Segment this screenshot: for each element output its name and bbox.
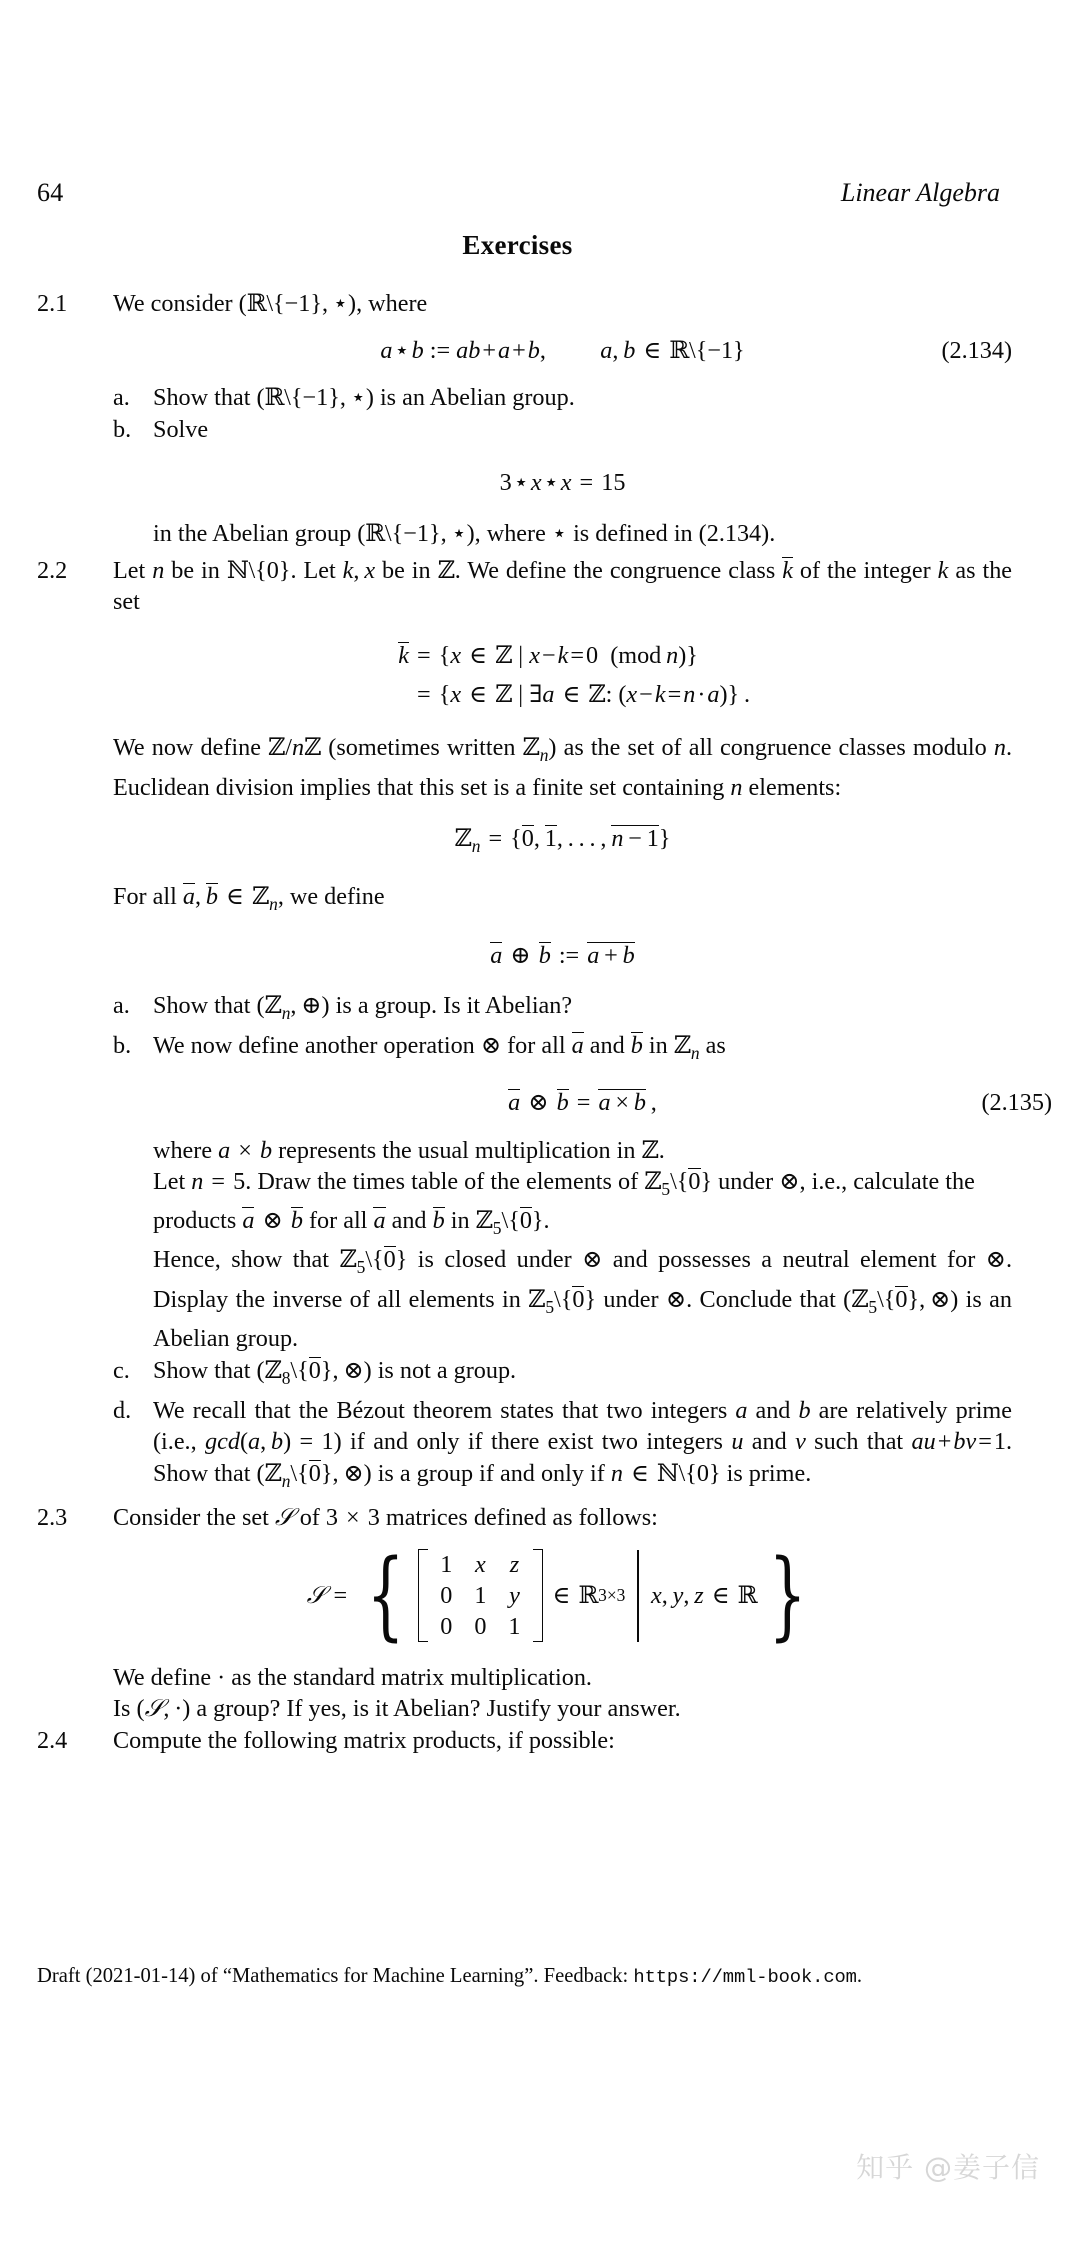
list-item xyxy=(113,990,1012,1029)
exercise-2-2 xyxy=(37,555,1052,1497)
congruence-line-2: = {x ∈ ℤ | ∃a ∈ ℤ: (x−k=n·a)} . xyxy=(410,680,751,709)
matrix-row xyxy=(429,1580,531,1611)
left-bracket-icon xyxy=(418,1549,428,1642)
exercise-2-1 xyxy=(37,288,1012,550)
footer-url[interactable]: https://mml-book.com xyxy=(633,1966,857,1988)
equation-2-134-row xyxy=(113,335,1012,366)
exercise-number: 2.2 xyxy=(37,556,68,584)
matrix-cell: x xyxy=(474,1551,486,1579)
exercise-intro: Compute the following matrix products, if possible: xyxy=(113,1726,615,1754)
page-footer xyxy=(37,1963,1037,1990)
exercise-number: 2.1 xyxy=(37,290,68,317)
equation-2-135: a ⊗ b = a × b , xyxy=(508,1088,657,1116)
item-marker: c. xyxy=(113,1356,130,1384)
matrix-exponent: 3×3 xyxy=(598,1584,626,1605)
zn-equation-row xyxy=(113,823,1012,862)
section-heading: Exercises xyxy=(462,230,573,260)
left-brace-icon: { xyxy=(366,1539,405,1652)
matrix-row xyxy=(429,1549,531,1580)
footer-text-after: . xyxy=(856,1965,862,1987)
b-continuation-2: Let n = 5. Draw the times table of the elements of ℤ$_5$\{0} under ⊗, i.e., calculate the products a ⊗ b for all a and b in ℤ$_5$\{0}. xyxy=(153,1167,975,1239)
item-text: We recall that the Bézout theorem states that two integers a and b are relatively prime (i.e., gcd(a, b) = 1) if and only if there exist two integers u and v such that au+bv=1. Show that (ℤ$_n$\{0}, ⊗) is a group if and only if n ∈ ℕ\{0} is prime. xyxy=(153,1397,1012,1491)
solve-equation-row xyxy=(113,467,1012,498)
item-text: Show that (ℤ$_n$, ⊕) is a group. Is it Abelian? xyxy=(153,991,573,1024)
document-body xyxy=(37,288,1052,1756)
solve-equation: 3⋆x⋆x = 15 xyxy=(499,469,626,497)
list-item xyxy=(113,1030,1052,1354)
exercise-2-3-tail-2: Is (𝒮, ·) a group? If yes, is it Abelian? Justify your answer. xyxy=(113,1694,681,1723)
list-item xyxy=(113,1355,1012,1394)
matrix-cell: y xyxy=(509,1582,520,1610)
right-brace-icon: } xyxy=(768,1539,807,1652)
page-number: 64 xyxy=(37,178,64,207)
item-marker: a. xyxy=(113,383,130,411)
exercise-intro: Consider the set 𝒮 of 3 × 3 matrices defined as follows: xyxy=(113,1502,658,1531)
matrix-cell: 0 xyxy=(474,1613,487,1641)
matrix-grid xyxy=(418,1549,542,1642)
exercise-intro: We consider (ℝ\{−1}, ⋆), where xyxy=(113,289,428,317)
exercise-2-3 xyxy=(37,1502,1012,1725)
item-text: Show that (ℝ\{−1}, ⋆) is an Abelian group. xyxy=(153,382,575,411)
item-text: We now define another operation ⊗ for all a and b in ℤ$_n$ as a ⊗ b = a × b , (2.135) where a × b represents the usual multiplication in ℤ. Let n = 5. Draw the times table of the elements of ℤ$_5$\{0} under ⊗, i.e., calculate the products a ⊗ b for all a and b in ℤ$_5$\{0}. Hence, show that ℤ$_5$\{0} is closed under ⊗ and possesses a neutral element for ⊗. Display the inverse of all elements in ℤ$_5$\{0} under ⊗. Conclude that (ℤ$_5$\{0}, ⊗) is an Abelian group. xyxy=(153,1030,1012,1354)
item-text: Solve xyxy=(153,415,209,443)
list-item xyxy=(113,382,1012,413)
running-title: Linear Algebra xyxy=(840,178,1000,207)
exercise-intro: Let n be in ℕ\{0}. Let k, x be in ℤ. We define the congruence class k of the integer k as the set xyxy=(113,555,1013,616)
matrix-definition: 𝒮 = { 1 x z 0 1 y 0 0 1 ∈ ℝ 3×3 x, y, z ∈ ℝ } xyxy=(306,1539,807,1652)
matrix-cell: 1 xyxy=(474,1582,487,1610)
equation-number: (2.134) xyxy=(941,337,1012,365)
matrix-cell: 1 xyxy=(508,1613,521,1641)
exercise-number: 2.3 xyxy=(37,1503,68,1531)
congruence-line-1: k = {x ∈ ℤ | x−k=0 (mod n)} xyxy=(398,641,698,670)
oplus-equation-row xyxy=(113,940,1012,971)
running-head xyxy=(0,178,1080,212)
congruence-equations xyxy=(113,636,1012,714)
b-continuation-3: Hence, show that ℤ$_5$\{0} is closed under ⊗ and possesses a neutral element for ⊗. Display the inverse of all elements in ℤ$_5$\{0} under ⊗. Conclude that (ℤ$_5$\{0}, ⊗) is an Abelian group. xyxy=(153,1245,1012,1352)
list-item xyxy=(113,1395,1012,1497)
exercise-number: 2.4 xyxy=(37,1726,68,1754)
oplus-equation: a ⊕ b := a + b xyxy=(490,942,635,970)
divider xyxy=(637,1550,639,1642)
equation-number: (2.135) xyxy=(981,1088,1052,1116)
exercise-2-4 xyxy=(37,1725,1012,1756)
item-marker: a. xyxy=(113,992,130,1020)
watermark: 知乎 @姜子信 xyxy=(856,2151,1040,2184)
item-marker: b. xyxy=(113,1032,132,1060)
forall-line: For all a, b ∈ ℤ$_n$, we define xyxy=(113,881,385,914)
matrix-row xyxy=(429,1611,531,1642)
matrix-definition-row xyxy=(113,1539,1012,1652)
matrix-cell: 1 xyxy=(440,1551,453,1579)
exercise-2-3-tail-1: We define · as the standard matrix multiplication. xyxy=(113,1664,592,1692)
b-continuation-1: where a × b represents the usual multiplication in ℤ. xyxy=(153,1135,665,1164)
exercise-2-1-items xyxy=(113,382,1012,446)
list-item xyxy=(113,414,1012,445)
matrix-lhs: 𝒮 xyxy=(306,1580,326,1609)
matrix-cell: z xyxy=(509,1551,520,1579)
footer-text-before: Draft (2021-01-14) of “Mathematics for Machine Learning”. Feedback: xyxy=(37,1965,634,1987)
matrix-condition: x, y, z ∈ ℝ xyxy=(650,1580,758,1609)
matrix-cell: 0 xyxy=(440,1582,453,1610)
zn-equation: ℤ$_n$ = {0, 1, . . . , n − 1} xyxy=(454,823,671,856)
item-marker: d. xyxy=(113,1397,132,1425)
zn-paragraph: We now define ℤ/nℤ (sometimes written ℤ$_n$) as the set of all congruence classes modulo n. Euclidean division implies that this set is a finite set containing n elements: xyxy=(113,733,1012,801)
item-text: Show that (ℤ$_8$\{0}, ⊗) is not a group. xyxy=(153,1355,517,1388)
equation-2-135-row xyxy=(153,1087,1052,1118)
equation-2-134: a⋆b := ab+a+b, a, b ∈ ℝ\{−1} xyxy=(380,336,745,365)
solve-tail: in the Abelian group (ℝ\{−1}, ⋆), where ⋆ is defined in (2.134). xyxy=(153,519,776,548)
exercise-2-2-items xyxy=(113,990,1052,1496)
right-bracket-icon xyxy=(533,1549,543,1642)
item-marker: b. xyxy=(113,415,132,443)
matrix-cell: 0 xyxy=(440,1613,453,1641)
